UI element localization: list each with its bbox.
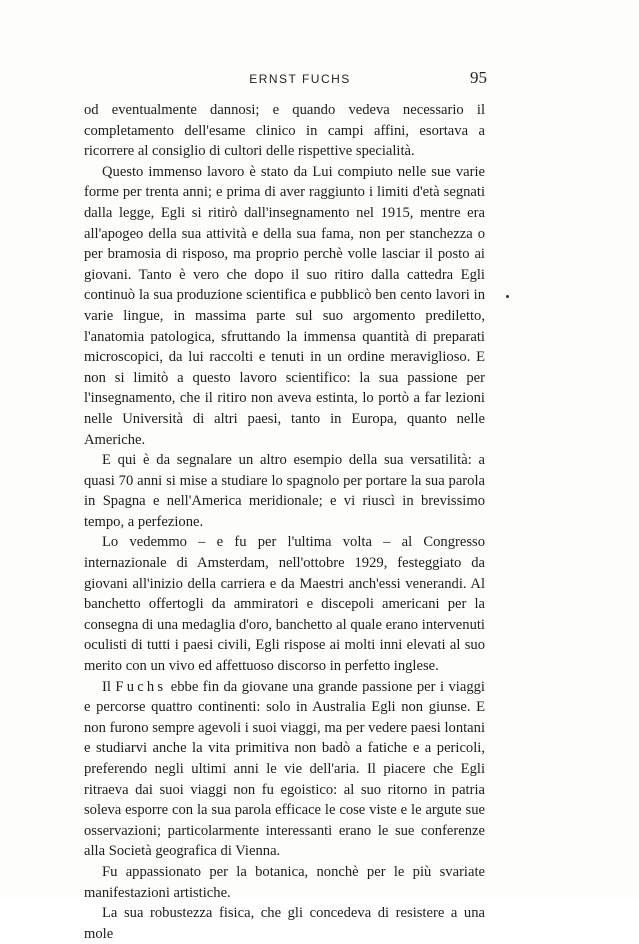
paragraph-5-text: ebbe fin da giovane una grande passione per i viaggi e percorse quattro continenti: solo in Australia Egli non giunse. E non furono sempre agevoli i suoi viaggi, ma per vedere paesi lontani e studiarvi anche la vita primitiva non badò a fatiche e a pericoli, preferendo negli ultimi anni le vie dell'aria. Il piacere che Egli ritraeva dai suoi viaggi non fu egoistico: al suo ritorno in patria soleva esporre con la sua parola efficace le cose viste e le argute sue osservazioni; particolarmente interessanti erano le sue conferenze alla Società geografica di Vienna. [84,678,485,860]
paragraph-7: La sua robustezza fisica, che gli concedeva di resistere a una mole [84,905,485,942]
paragraph-5 [84,677,485,862]
paragraph-4: Lo vedemmo – e fu per l'ultima volta – al Congresso internazionale di Amsterdam, nell'ottobre 1929, festeggiato da giovani all'inizio della carriera e da Maestri anch'essi venerandi. Al banchetto offertogli da ammiratori e discepoli americani per la consegna di una medaglia d'oro, banchetto al quale erano intervenuti oculisti di tutti i paesi civili, Egli rispose ai molti inni elevati al suo merito con un vivo ed affettuoso discorso in perfetto inglese. [84,534,485,675]
body-text [84,100,485,944]
surname-fuchs: Fuchs [115,678,167,695]
paragraph-6: Fu appassionato per la botanica, nonchè per le più svariate manifestazioni artistiche. [84,863,485,901]
paragraph-1: od eventualmente dannosi; e quando vedeva necessario il completamento dell'esame clinico in campi affini, esortava a ricorrere al consiglio di cultori delle rispettive specialità. [84,102,485,160]
running-title: ERNST FUCHS [249,72,351,86]
paragraph-2: Questo immenso lavoro è stato da Lui compiuto nelle sue varie forme per trenta anni; e prima di aver raggiunto i limiti d'età segnati dalla legge, Egli si ritirò dall'insegnamento nel 1915, mentre era all'apogeo della sua attività e della sua fama, non per stanchezza o per bramosia di risposo, ma proprio perchè volle lasciar il posto ai giovani. Tanto è vero che dopo il suo ritiro dalla cattedra Egli continuò la sua produzione scientifica e pubblicò ben cento lavori in varie lingue, in massima parte sul suo argomento prediletto, l'anatomia patologica, sfruttando la immensa quantità di preparati microscopici, da lui raccolti e tenuti in un ordine meraviglioso. E non si limitò a questo lavoro scientifico: la sua passione per l'insegnamento, che il ritiro non aveva estinta, lo portò a far lezioni nelle Università di altri paesi, tanto in Europa, quanto nelle Americhe. [84,163,485,448]
paragraph-3: E qui è da segnalare un altro esempio della sua versatilità: a quasi 70 anni si mise a studiare lo spagnolo per portare la sua parola in Spagna e nell'America meridionale; e vi riuscì in brevissimo tempo, a perfezione. [84,452,485,530]
margin-mark [506,295,509,298]
paragraph-5-lead: Il [102,678,111,695]
page-number: 95 [470,68,487,87]
page-header [0,68,639,88]
